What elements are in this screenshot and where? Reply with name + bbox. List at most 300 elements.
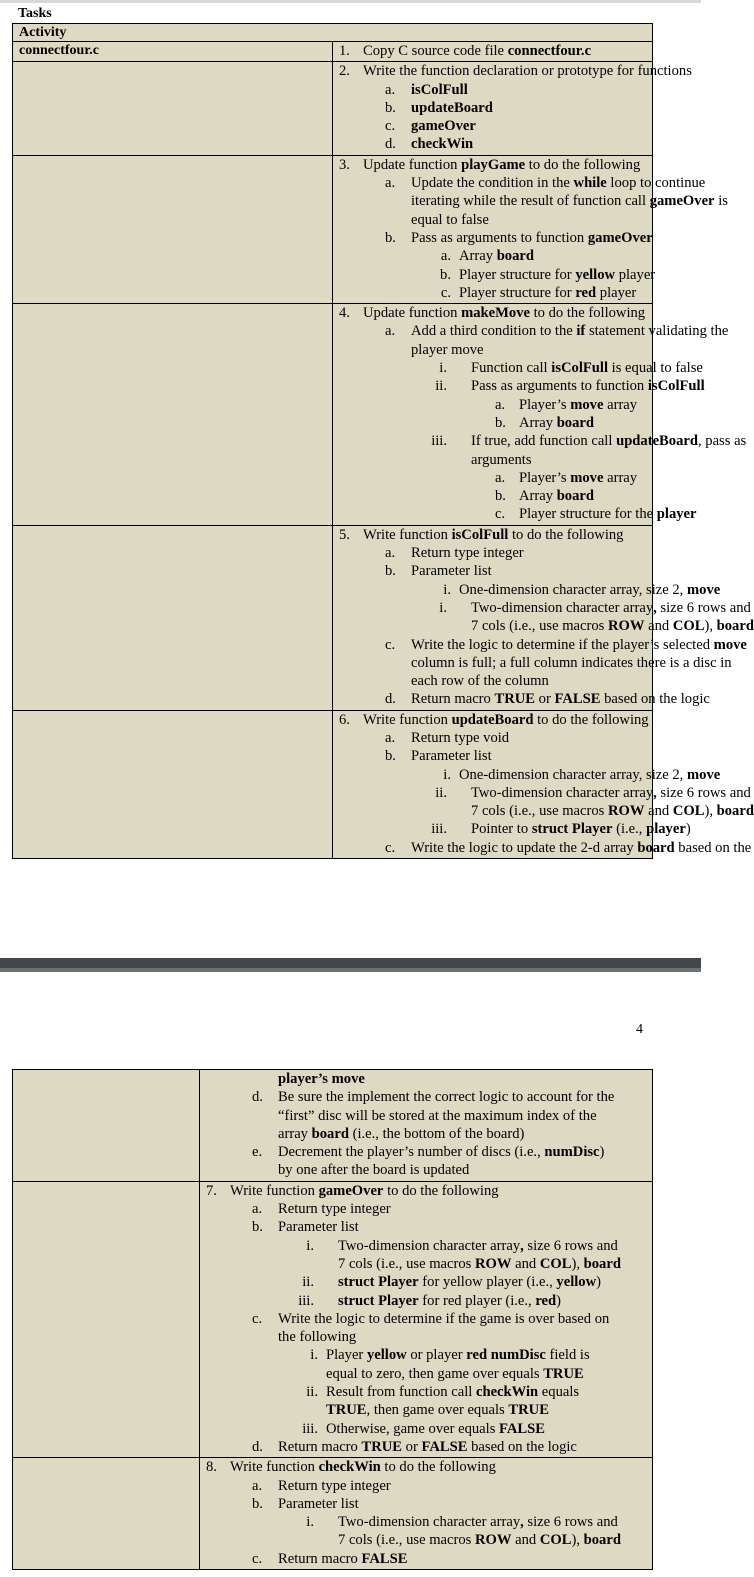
text-run: ) xyxy=(556,1292,562,1309)
text-run: arguments xyxy=(471,451,532,468)
bold-text: TRUE xyxy=(543,1365,584,1382)
text-run: Copy C source code file xyxy=(363,43,508,59)
activity-cell xyxy=(13,62,333,155)
task-line xyxy=(200,1365,648,1383)
bold-text: gameOver xyxy=(587,229,653,246)
bold-text: isColFull xyxy=(411,81,468,98)
text-run: Return type integer xyxy=(278,1201,391,1218)
text-run: Add a third condition to the xyxy=(411,323,577,340)
bold-text: board xyxy=(716,803,754,820)
bold-text: updateBoard xyxy=(411,99,493,116)
text-run: Two-dimension character array xyxy=(338,1514,521,1531)
bold-text: struct Player xyxy=(338,1292,419,1309)
section-title: Tasks xyxy=(18,6,52,21)
list-marker: d. xyxy=(385,691,396,708)
text-run: size 6 rows and xyxy=(523,1237,618,1254)
activity-cell xyxy=(13,1458,200,1570)
bold-text: board xyxy=(556,414,594,431)
list-marker: b. xyxy=(495,488,506,505)
table-header-activity: Activity xyxy=(13,24,653,42)
task-line xyxy=(333,690,710,708)
table-row xyxy=(13,710,653,858)
list-marker: 6. xyxy=(339,711,350,728)
text-run: equal to false xyxy=(411,211,489,228)
text-run: based on the xyxy=(674,839,752,856)
task-line xyxy=(333,487,648,505)
text-run: Array xyxy=(459,248,497,265)
task-line xyxy=(333,451,648,469)
text-run: by one after the board is updated xyxy=(278,1162,470,1179)
text-run: Write the logic to update the 2-d array xyxy=(411,839,638,856)
task-line xyxy=(333,654,732,672)
bold-text: gameOver xyxy=(649,193,715,210)
task-line xyxy=(333,617,754,635)
list-marker: a. xyxy=(385,323,396,340)
text-run: Player structure for xyxy=(459,284,576,301)
list-marker: c. xyxy=(252,1310,263,1327)
list-marker: a. xyxy=(495,469,506,486)
text-run: to do the following xyxy=(525,156,641,173)
text-run: Parameter list xyxy=(278,1495,359,1512)
bold-text: board xyxy=(496,248,534,265)
task-line xyxy=(200,1237,648,1255)
text-run: is equal to false xyxy=(608,360,703,377)
bold-text: FALSE xyxy=(499,1420,546,1437)
bold-text: FALSE xyxy=(421,1438,468,1455)
text-run: (i.e., the bottom of the board) xyxy=(348,1125,525,1142)
task-line xyxy=(200,1346,648,1364)
list-marker: 1. xyxy=(339,43,350,59)
task-line xyxy=(200,1182,648,1200)
task-line xyxy=(200,1273,648,1291)
text-run: Update the condition in the xyxy=(411,175,574,192)
text-run: statement validating the xyxy=(585,323,729,340)
list-marker: a. xyxy=(385,545,396,562)
text-run: 7 cols (i.e., use macros xyxy=(338,1532,475,1549)
bold-text: board xyxy=(556,488,594,505)
bold-text: ROW xyxy=(474,1255,512,1272)
bold-text: , xyxy=(653,599,657,616)
text-run: array xyxy=(603,396,638,413)
list-marker: ii. xyxy=(302,1274,314,1291)
text-run: array xyxy=(603,469,638,486)
text-run: each row of the column xyxy=(411,673,549,690)
list-marker: b. xyxy=(495,414,506,431)
task-line xyxy=(333,229,653,247)
bold-text: checkWin xyxy=(318,1459,381,1476)
text-run: Player xyxy=(326,1347,367,1364)
task-line xyxy=(200,1125,648,1143)
table-header-row xyxy=(13,24,653,42)
bold-text: board xyxy=(716,618,754,635)
task-line xyxy=(333,81,648,99)
task-line xyxy=(333,526,648,544)
table-row xyxy=(13,62,653,155)
list-marker: b. xyxy=(252,1219,263,1236)
list-marker: i. xyxy=(439,599,447,616)
list-marker: 7. xyxy=(206,1182,217,1199)
task-line xyxy=(200,1310,648,1328)
table-row xyxy=(13,42,653,62)
task-line xyxy=(333,174,706,192)
task-line xyxy=(333,192,728,210)
text-run: Pass as arguments to function xyxy=(411,229,588,246)
text-run: Two-dimension character array xyxy=(471,599,654,616)
text-run: column is full; a full column indicates there is a disc in xyxy=(411,654,732,671)
text-run: Write function xyxy=(363,526,452,543)
text-run: and xyxy=(644,803,673,820)
list-marker: i. xyxy=(443,581,451,598)
bold-text: move xyxy=(570,396,604,413)
list-marker: ii. xyxy=(306,1384,318,1401)
task-line xyxy=(200,1328,648,1346)
text-run: or xyxy=(402,1438,422,1455)
bold-text: checkWin xyxy=(411,136,474,153)
text-run: ) xyxy=(596,1274,602,1291)
text-run: , pass as xyxy=(697,433,747,450)
bold-text: move xyxy=(686,766,721,783)
text-run: Write function xyxy=(230,1459,319,1476)
task-line xyxy=(200,1513,648,1531)
text-run: Array xyxy=(519,488,557,505)
text-run: Write the function declaration or prototype for functions xyxy=(363,63,692,80)
activity-cell xyxy=(13,1070,200,1182)
list-marker: a. xyxy=(252,1201,263,1218)
text-run: 7 cols (i.e., use macros xyxy=(471,803,608,820)
list-marker: iii. xyxy=(431,821,447,838)
bold-text: updateBoard xyxy=(451,711,534,728)
task-line xyxy=(333,211,648,229)
text-run: player xyxy=(615,266,656,283)
list-marker: b. xyxy=(440,266,451,283)
text-run: Two-dimension character array xyxy=(338,1237,521,1254)
bold-text: yellow xyxy=(575,266,616,283)
task-line xyxy=(333,562,648,580)
text-run: Otherwise, game over equals xyxy=(326,1420,500,1437)
list-marker: 2. xyxy=(339,63,350,80)
text-run: ), xyxy=(704,803,717,820)
list-marker: a. xyxy=(385,81,396,98)
bold-text: makeMove xyxy=(461,305,530,322)
text-run: player xyxy=(596,284,637,301)
text-run: to do the following xyxy=(380,1459,496,1476)
bold-text: COL xyxy=(672,803,705,820)
bold-text: yellow xyxy=(556,1274,597,1291)
bold-text: TRUE xyxy=(508,1402,549,1419)
task-line xyxy=(333,322,729,340)
activity-cell xyxy=(13,155,333,303)
text-run: or xyxy=(535,691,555,708)
bold-text: while xyxy=(573,175,607,192)
text-run: 7 cols (i.e., use macros xyxy=(338,1255,475,1272)
list-marker: i. xyxy=(306,1514,314,1531)
tasks-table xyxy=(12,23,754,859)
task-line xyxy=(333,414,648,432)
text-run: Write function xyxy=(363,711,452,728)
list-marker: c. xyxy=(385,118,396,135)
text-run: One-dimension character array, size 2, xyxy=(459,581,687,598)
task-line xyxy=(333,156,648,174)
bold-text: checkWin xyxy=(475,1384,539,1401)
list-marker: d. xyxy=(252,1089,263,1106)
tasks-table-continued xyxy=(12,1069,653,1570)
text-run: based on the logic xyxy=(467,1438,577,1455)
task-line xyxy=(200,1161,648,1179)
task-line xyxy=(200,1255,648,1273)
task-line xyxy=(333,672,648,690)
list-marker: a. xyxy=(495,396,506,413)
list-marker: 8. xyxy=(206,1459,217,1476)
table-row xyxy=(13,155,653,303)
table-row xyxy=(13,1458,653,1570)
task-line xyxy=(333,839,752,857)
text-run: Pointer to xyxy=(471,821,532,838)
list-marker: c. xyxy=(252,1550,263,1567)
task-line xyxy=(333,396,648,414)
bold-text: board xyxy=(311,1125,349,1142)
task-line xyxy=(200,1383,648,1401)
text-run: Decrement the player’s number of discs (i.e., xyxy=(278,1144,545,1161)
text-run: to do the following xyxy=(533,711,649,728)
bold-text: board xyxy=(637,839,675,856)
bold-text: player’s move xyxy=(278,1071,365,1087)
text-run: ), xyxy=(571,1532,584,1549)
table-row xyxy=(13,304,653,526)
task-line xyxy=(333,377,705,395)
text-run: Return type void xyxy=(411,729,510,746)
list-marker: e. xyxy=(252,1144,263,1161)
text-run: and xyxy=(511,1255,540,1272)
text-run: Player’s xyxy=(519,396,571,413)
bold-text: red xyxy=(535,1292,557,1309)
bold-text: gameOver xyxy=(411,118,476,135)
task-line xyxy=(333,469,648,487)
text-run: Update function xyxy=(363,156,462,173)
bold-text: COL xyxy=(539,1255,572,1272)
text-run: and xyxy=(511,1532,540,1549)
list-marker: ii. xyxy=(435,784,447,801)
text-run: Be sure the implement the correct logic to account for the xyxy=(278,1089,615,1106)
list-marker: iii. xyxy=(298,1292,314,1309)
task-line xyxy=(200,1531,648,1549)
bold-text: connectfour.c xyxy=(507,43,592,59)
bold-text: red xyxy=(466,1347,488,1364)
task-line xyxy=(333,711,648,729)
text-run: the following xyxy=(278,1329,357,1346)
bold-text: struct Player xyxy=(531,821,613,838)
bold-text: gameOver xyxy=(318,1182,384,1199)
text-run: Function call xyxy=(471,360,552,377)
task-cell xyxy=(333,62,692,155)
table-row xyxy=(13,1181,653,1457)
list-marker: a. xyxy=(252,1477,263,1494)
task-line xyxy=(333,304,648,322)
list-marker: c. xyxy=(385,839,396,856)
text-run: Player’s xyxy=(519,469,571,486)
task-line xyxy=(333,784,751,802)
task-line xyxy=(200,1070,648,1088)
activity-cell xyxy=(13,710,333,858)
bold-text: isColFull xyxy=(551,360,609,377)
list-marker: d. xyxy=(252,1438,263,1455)
task-cell xyxy=(200,1458,653,1570)
list-marker: 5. xyxy=(339,526,350,543)
page-separator xyxy=(0,958,701,972)
text-run: equals xyxy=(538,1384,580,1401)
text-run: Write the logic to determine if the game is over based on xyxy=(278,1310,610,1327)
text-run: Return macro xyxy=(411,691,495,708)
bold-text: playGame xyxy=(461,156,526,173)
text-run: player move xyxy=(411,341,484,358)
task-line xyxy=(200,1495,648,1513)
task-line xyxy=(333,636,747,654)
list-marker: 3. xyxy=(339,156,350,173)
text-run: size 6 rows and xyxy=(523,1514,618,1531)
task-line xyxy=(333,42,648,60)
text-run: loop to continue xyxy=(606,175,706,192)
list-marker: iii. xyxy=(431,433,447,450)
task-line xyxy=(333,284,648,302)
bold-text: move xyxy=(570,469,604,486)
task-cell xyxy=(333,304,747,526)
bold-text: red xyxy=(575,284,597,301)
page-top-border xyxy=(0,0,701,3)
text-run: Write function xyxy=(230,1182,319,1199)
list-marker: a. xyxy=(440,248,451,265)
task-line xyxy=(200,1107,648,1125)
text-run: size 6 rows and xyxy=(656,599,751,616)
bold-text: ROW xyxy=(607,618,645,635)
task-line xyxy=(333,599,751,617)
list-marker: c. xyxy=(495,506,506,523)
task-cell xyxy=(333,710,754,858)
list-marker: b. xyxy=(385,229,396,246)
task-line xyxy=(200,1420,648,1438)
text-run: array xyxy=(278,1125,312,1142)
task-line xyxy=(200,1458,648,1476)
list-marker: i. xyxy=(443,766,451,783)
text-run: , then game over equals xyxy=(366,1402,509,1419)
list-marker: d. xyxy=(385,136,396,153)
activity-cell xyxy=(13,525,333,710)
task-line xyxy=(200,1218,648,1236)
bold-text: board xyxy=(583,1255,621,1272)
text-run: Write the logic to determine if the player’s selected xyxy=(411,636,714,653)
bold-text: board xyxy=(583,1532,621,1549)
text-run: and xyxy=(644,618,673,635)
task-line xyxy=(200,1143,648,1161)
text-run: based on the logic xyxy=(600,691,710,708)
text-run: or player xyxy=(406,1347,467,1364)
activity-cell xyxy=(13,1181,200,1457)
list-marker: 4. xyxy=(339,305,350,322)
bold-text: TRUE xyxy=(361,1438,403,1455)
activity-cell: connectfour.c xyxy=(13,42,333,62)
text-run: iterating while the result of function call xyxy=(411,193,650,210)
bold-text: struct Player xyxy=(338,1274,419,1291)
text-run: for yellow player (i.e., xyxy=(418,1274,557,1291)
task-line xyxy=(333,62,692,80)
bold-text: , xyxy=(653,784,657,801)
text-run: to do the following xyxy=(508,526,624,543)
task-cell xyxy=(333,42,653,62)
text-run: Return type integer xyxy=(278,1477,391,1494)
list-marker: ii. xyxy=(435,378,447,395)
bold-text: numDisc xyxy=(490,1347,546,1364)
task-line xyxy=(200,1550,648,1568)
list-marker: i. xyxy=(310,1347,318,1364)
text-run: size 6 rows and xyxy=(656,784,751,801)
bold-text: updateBoard xyxy=(616,433,698,450)
bold-text: COL xyxy=(539,1532,572,1549)
bold-text: TRUE xyxy=(494,691,536,708)
text-run: ), xyxy=(704,618,717,635)
bold-text: ROW xyxy=(474,1532,512,1549)
bold-text: move xyxy=(686,581,721,598)
bold-text: FALSE xyxy=(554,691,601,708)
task-line xyxy=(333,247,648,265)
task-line xyxy=(200,1292,648,1310)
list-marker: c. xyxy=(440,284,451,301)
task-line xyxy=(333,544,648,562)
bold-text: isColFull xyxy=(451,526,509,543)
task-line xyxy=(200,1088,648,1106)
task-line xyxy=(200,1401,648,1419)
task-line xyxy=(333,729,648,747)
list-marker: b. xyxy=(385,99,396,116)
task-cell xyxy=(200,1070,653,1182)
task-line xyxy=(333,766,721,784)
text-run: ), xyxy=(571,1255,584,1272)
task-line xyxy=(200,1438,648,1456)
text-run: Array xyxy=(519,414,557,431)
bold-text: , xyxy=(520,1514,524,1531)
task-line xyxy=(200,1477,648,1495)
text-run: ) xyxy=(599,1144,605,1161)
text-run: Two-dimension character array xyxy=(471,784,654,801)
list-marker: i. xyxy=(306,1237,314,1254)
bold-text: numDisc xyxy=(544,1144,600,1161)
list-marker: b. xyxy=(385,563,396,580)
list-marker: iii. xyxy=(302,1420,318,1437)
bold-text: move xyxy=(713,636,747,653)
text-run: “first” disc will be stored at the maximum index of the xyxy=(278,1107,597,1124)
page-number: 4 xyxy=(636,1022,643,1037)
bold-text: ROW xyxy=(607,803,645,820)
text-run: Return macro xyxy=(278,1438,362,1455)
text-run: Pass as arguments to function xyxy=(471,378,648,395)
text-run: Return macro xyxy=(278,1550,362,1567)
text-run: Player structure for the xyxy=(519,506,657,523)
text-run: for red player (i.e., xyxy=(418,1292,536,1309)
text-run: Parameter list xyxy=(411,748,492,765)
task-line xyxy=(333,266,656,284)
text-run: to do the following xyxy=(383,1182,499,1199)
task-line xyxy=(333,802,754,820)
task-cell xyxy=(333,155,728,303)
text-run: Parameter list xyxy=(411,563,492,580)
text-run: Update function xyxy=(363,305,462,322)
list-marker: b. xyxy=(385,748,396,765)
bold-text: player xyxy=(646,821,686,838)
list-marker: a. xyxy=(385,175,396,192)
task-line xyxy=(333,117,648,135)
bold-text: FALSE xyxy=(361,1550,408,1567)
text-run: One-dimension character array, size 2, xyxy=(459,766,687,783)
list-marker: c. xyxy=(385,636,396,653)
text-run: Return type integer xyxy=(411,545,524,562)
task-line xyxy=(333,359,703,377)
